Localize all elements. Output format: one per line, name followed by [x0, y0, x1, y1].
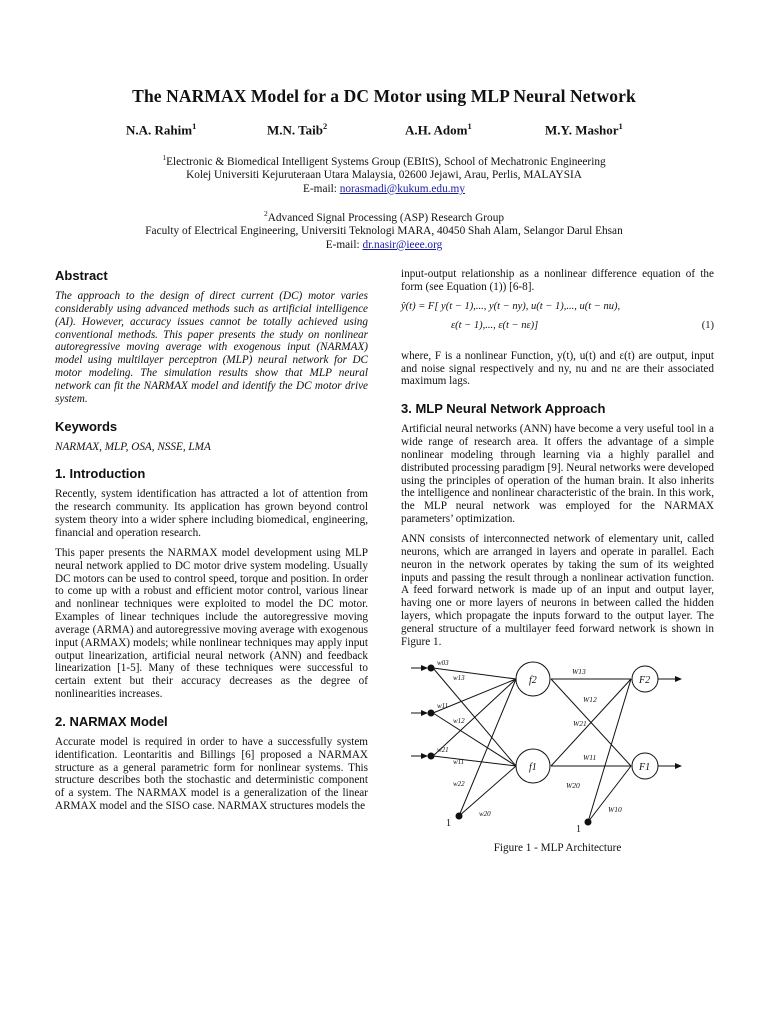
introduction-paragraph-1: Recently, system identification has attracted a lot of attention from the research community. Its application has grown beyond control system theory into a wider sphere including biomedical, engineering, financial and operation research. [55, 488, 368, 539]
label-W21: W21 [573, 718, 587, 728]
label-bias-input: 1 [446, 817, 451, 829]
mlp-paragraph-2: ANN consists of interconnected network of elementary unit, called neurons, which are arranged in layers and operate in parallel. Each neuron in the network operates by taking the sum of its weighted inputs and passing the result through a nonlinear activation function. A feed forward network is made up of an input and output layer, having one or more layers of neurons in between called the hidden layers, which propagate the inputs forward to the output layer. The general structure of a multilayer feed forward network is shown in Figure 1. [401, 532, 714, 648]
equation-number: (1) [701, 319, 714, 331]
affiliation-1: $^1$Electronic & Biomedical Intelligent Systems Group (EBItS), School of Mechatronic Engineering Kolej Universiti Kejuruteraan Utara Malaysia, 02600 Jejawi, Arau, Perlis, MALAYSIA E-mail: norasmadi@kukum.edu.my [162, 153, 606, 195]
input-node-3 [428, 752, 435, 759]
label-w11: w11 [437, 701, 449, 710]
paper-title: The NARMAX Model for a DC Motor using MLP Neural Network [132, 86, 636, 106]
abstract-heading: Abstract [55, 268, 108, 283]
affiliation-2: $^2$Advanced Signal Processing (ASP) Research Group Faculty of Electrical Engineering, Universiti Teknologi MARA, 40450 Shah Alam, Selangor Darul Ehsan E-mail: dr.nasir@ieee.org [145, 209, 623, 251]
mlp-diagram [401, 656, 714, 834]
narmax-paragraph-2: input-output relationship as a nonlinear difference equation of the form (see Equation (1)) [6-8]. [401, 268, 714, 293]
introduction-heading: 1. Introduction [55, 466, 146, 482]
email-link-2[interactable]: dr.nasir@ieee.org [362, 238, 443, 251]
bias-node-input [456, 812, 463, 819]
label-W13: W13 [572, 666, 586, 676]
keywords-text: NARMAX, MLP, OSA, NSSE, LMA [55, 440, 211, 453]
label-F2: F2 [639, 674, 651, 686]
label-w21: w21 [437, 745, 449, 754]
narmax-paragraph-1: Accurate model is required in order to have a successfully system identification. Leontaritis and Billings [6] proposed a NARMAX structure as a general parametric form for nonlinear systems. This structure describes both the stochastic and deterministic component of a system. The NARMAX model is a generalization of the linear ARMAX model and the SISO case. NARMAX structures models the [55, 735, 368, 813]
mlp-paragraph-1: Artificial neural networks (ANN) have become a very useful tool in a wide range of research area. It offers the advantage of a simple nonlinear modeling through learning via a highly parallel and distributed processing paradigm [9]. Neural networks were developed using the principles of operation of the human brain. It also inherits the intelligence and nonlinear characteristic of the brain. In this work, the MLP neural network was employed for the NARMAX parameters’ optimization. [401, 423, 714, 526]
label-w22: w22 [453, 779, 465, 788]
label-F1: F1 [639, 761, 651, 773]
author-1: N.A. Rahim$^1$ [126, 121, 197, 138]
label-bias-hidden: 1 [576, 823, 581, 834]
email-link-1[interactable]: norasmadi@kukum.edu.my [339, 182, 465, 195]
label-f2: f2 [529, 674, 537, 686]
author-2: M.N. Taib$^2$ [267, 121, 328, 138]
figure-caption: Figure 1 - MLP Architecture [493, 841, 622, 854]
bias-node-hidden [585, 818, 592, 825]
keywords-heading: Keywords [55, 418, 118, 434]
label-W10: W10 [608, 804, 622, 814]
narmax-paragraph-3: where, F is a nonlinear Function, y(t), u(t) and ε(t) are output, input and noise signal respectively and ny, nu and nε are their associated maximum lags. [401, 349, 714, 388]
label-w12: w12 [453, 716, 465, 725]
label-w11b: w11 [453, 757, 465, 766]
label-W20: W20 [566, 780, 580, 790]
mlp-heading: 3. MLP Neural Network Approach [401, 401, 606, 417]
author-4: M.Y. Mashor$^1$ [545, 121, 623, 138]
label-f1: f1 [529, 761, 537, 773]
right-column [401, 268, 714, 854]
equation-line-1: ŷ(t) = F[ y(t − 1),..., y(t − ny), u(t − 1),..., u(t − nu), [401, 300, 621, 312]
label-w13: w13 [453, 673, 465, 682]
left-column [55, 268, 368, 820]
label-W11: W11 [583, 752, 597, 762]
narmax-heading: 2. NARMAX Model [55, 713, 168, 729]
label-w20: w20 [479, 809, 491, 818]
label-W12: W12 [583, 694, 597, 704]
introduction-paragraph-2: This paper presents the NARMAX model development using MLP neural network applied to DC motor drive system modeling. Usually DC motors can be used to control speed, torque and position. In order to come up with a robust and efficient motor control, various linear and nonlinear techniques were exploited to model the DC motor. Examples of linear techniques include the autoregressive moving average (ARMA) and autoregressive moving average with exogenous input (ARMAX) models; while nonlinear techniques may apply input output linearization, artificial neural network (ANN) and feedback linearization [1-5]. Many of these techniques were successful to certain extent but their accuracy decreases as the degree of nonlinearities increases. [55, 546, 368, 701]
mlp-architecture-figure [401, 656, 714, 834]
equation-1 [401, 301, 714, 341]
label-w03: w03 [437, 658, 449, 667]
abstract-text: The approach to the design of direct current (DC) motor varies considerably using advanced methods such as artificial intelligence (AI). However, accuracy issues cannot be totally achieved using conventional methods. This paper presents the study on nonlinear autoregressive moving average with exogenous input (NARMAX) model using multilayer perceptron (MLP) neural network for DC motor modeling. The simulation results show that MLP neural network can fit the NARMAX model and identify the DC motor drive system. [55, 290, 368, 405]
input-node-2 [428, 709, 435, 716]
input-node-1 [428, 664, 435, 671]
author-3: A.H. Adom$^1$ [405, 121, 472, 138]
equation-line-2: ε(t − 1),..., ε(t − nε)] [451, 319, 539, 331]
